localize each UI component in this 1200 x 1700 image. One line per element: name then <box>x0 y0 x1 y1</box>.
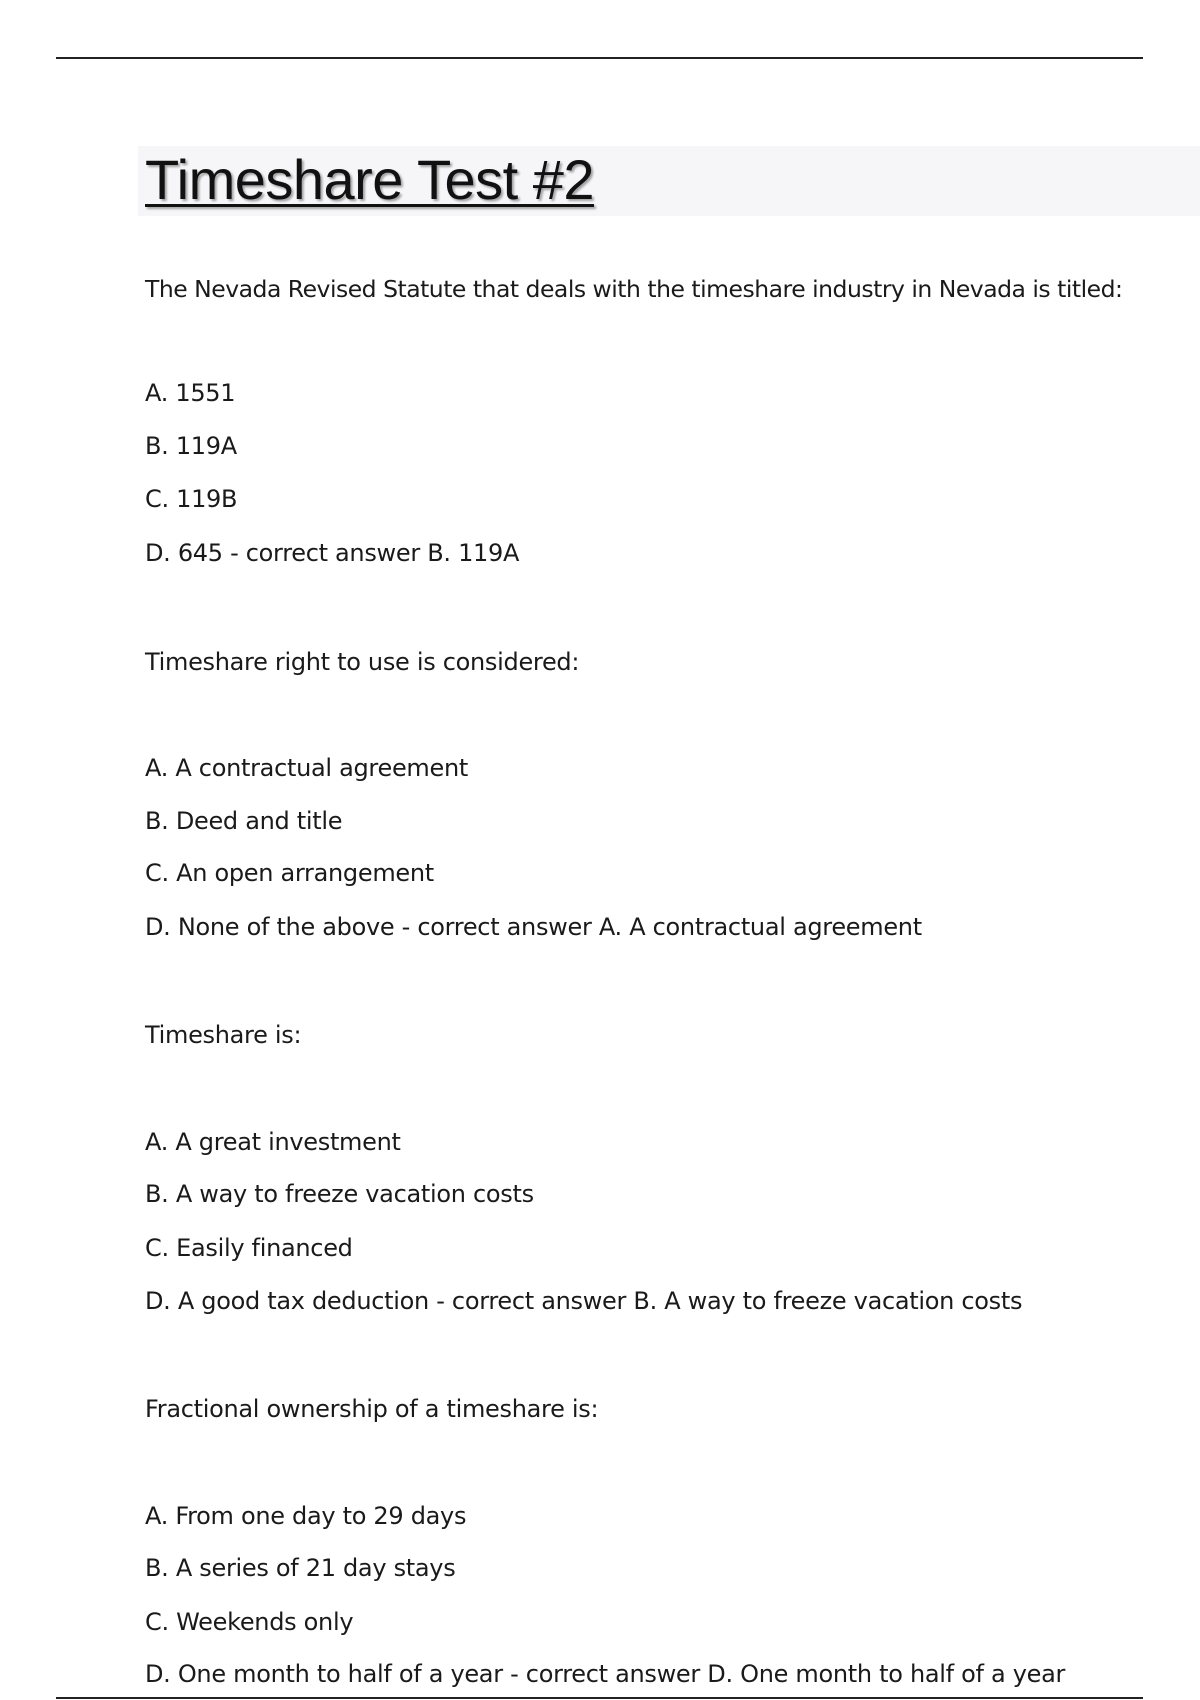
question-2-option-d-answer: D. None of the above - correct answer A. A contractual agreement <box>145 913 922 941</box>
question-1-option-d-answer: D. 645 - correct answer B. 119A <box>145 539 520 567</box>
question-3-option-d-answer: D. A good tax deduction - correct answer B. A way to freeze vacation costs <box>145 1287 1023 1315</box>
question-1-option-c: C. 119B <box>145 485 238 513</box>
question-4-option-c: C. Weekends only <box>145 1608 354 1636</box>
question-2-prompt: Timeshare right to use is considered: <box>145 648 580 676</box>
question-3-option-c: C. Easily financed <box>145 1234 353 1262</box>
question-4-option-b: B. A series of 21 day stays <box>145 1554 456 1582</box>
question-1-prompt: The Nevada Revised Statute that deals with the timeshare industry in Nevada is titled: <box>145 275 1123 303</box>
question-2-option-a: A. A contractual agreement <box>145 754 468 782</box>
page-title: Timeshare Test #2 <box>145 148 595 211</box>
question-1-option-a: A. 1551 <box>145 379 236 407</box>
question-2-option-c: C. An open arrangement <box>145 859 434 887</box>
question-4-prompt: Fractional ownership of a timeshare is: <box>145 1395 599 1423</box>
question-4-option-d-answer: D. One month to half of a year - correct answer D. One month to half of a year <box>145 1660 1066 1688</box>
question-3-option-b: B. A way to freeze vacation costs <box>145 1180 534 1208</box>
bottom-rule <box>56 1697 1143 1699</box>
question-4-option-a: A. From one day to 29 days <box>145 1502 467 1530</box>
question-1-option-b: B. 119A <box>145 432 237 460</box>
question-2-option-b: B. Deed and title <box>145 807 343 835</box>
question-3-option-a: A. A great investment <box>145 1128 401 1156</box>
top-rule <box>56 57 1143 59</box>
question-3-prompt: Timeshare is: <box>145 1021 302 1049</box>
